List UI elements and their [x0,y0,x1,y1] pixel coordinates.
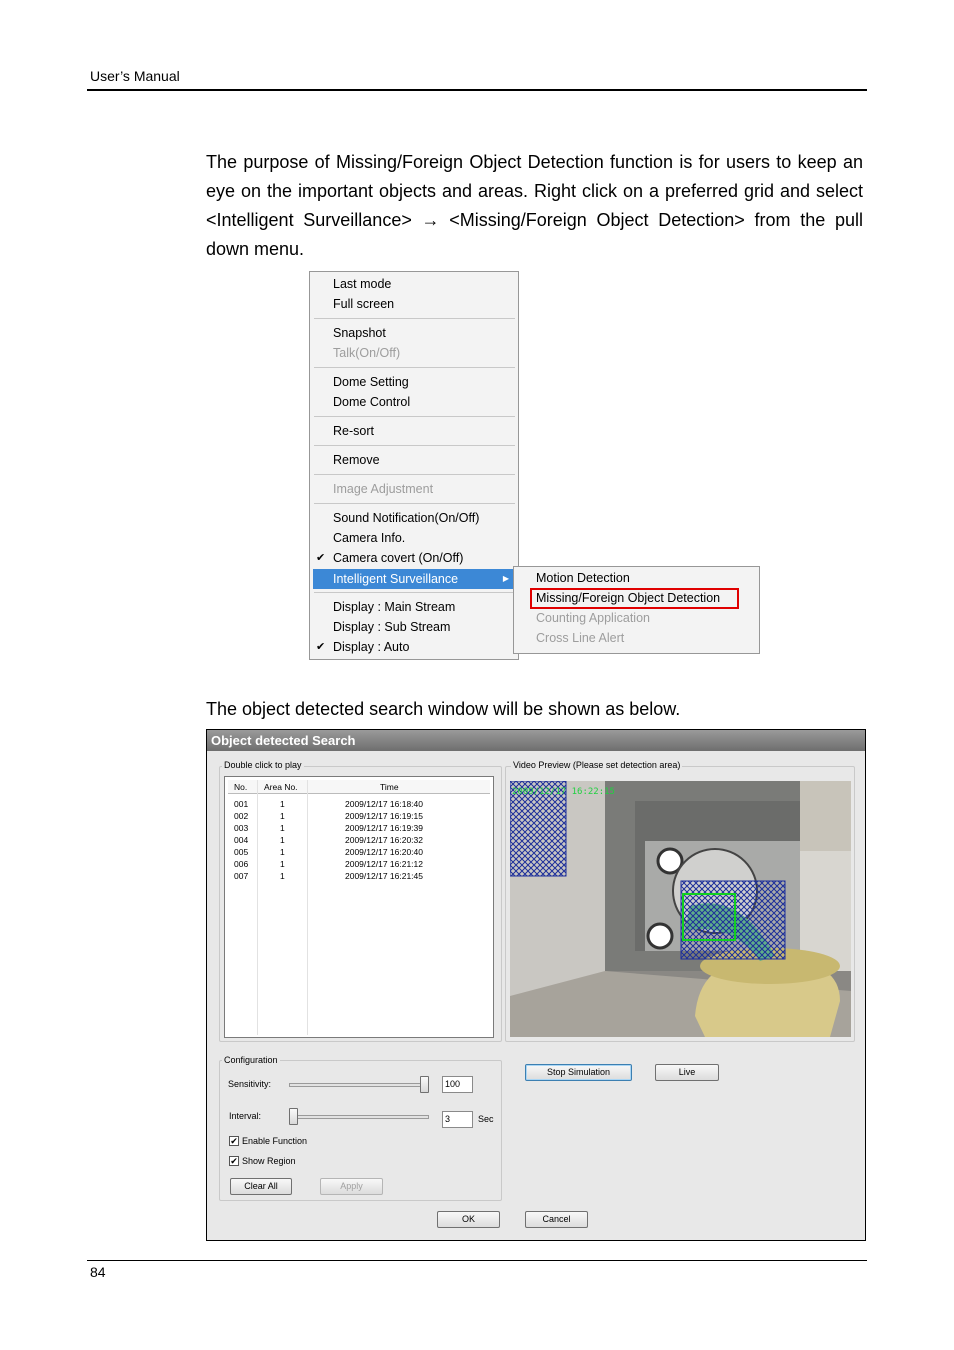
column-header-no[interactable]: No. [234,782,248,792]
sensitivity-label: Sensitivity: [228,1079,272,1089]
row-area-cell[interactable]: 1 [280,835,285,845]
object-detected-search-dialog [206,729,866,1241]
menu-item-label: Full screen [333,297,395,311]
menu-item-sound-notification[interactable] [310,508,518,528]
context-menu [309,271,519,660]
submenu-arrow-icon: ▶ [502,574,509,583]
interval-input[interactable]: 3 [442,1111,473,1128]
header-title: User’s Manual [90,68,180,84]
submenu-item-label: Cross Line Alert [536,631,625,645]
menu-item-label: Display : Auto [333,640,410,654]
row-no-cell[interactable]: 001 [234,799,249,809]
apply-button: Apply [320,1178,383,1195]
menu-item-label: Image Adjustment [333,482,434,496]
video-preview[interactable] [510,781,851,1037]
row-time-cell[interactable]: 2009/12/17 16:20:32 [345,835,423,845]
enable-function-label: Enable Function [242,1136,308,1146]
show-region-checkbox[interactable]: ✔ [230,1156,238,1166]
row-area-cell[interactable]: 1 [280,799,285,809]
menu-item-re-sort[interactable] [310,421,518,441]
header-divider [87,89,867,91]
menu-item-label: Re-sort [333,424,374,438]
menu-separator [314,318,515,319]
intelligent-surveillance-submenu [513,566,760,654]
menu-item-camera-info[interactable] [310,528,518,548]
row-no-cell[interactable]: 007 [234,871,249,881]
row-time-cell[interactable]: 2009/12/17 16:21:45 [345,871,423,881]
menu-separator [314,445,515,446]
menu-separator [314,367,515,368]
interval-unit: Sec [478,1114,494,1124]
menu-item-label: Talk(On/Off) [333,346,401,360]
intro-paragraph: The purpose of Missing/Foreign Object Detection function is for users to keep an eye on the important objects and areas. Right click on a preferred grid and select <Intelligent Surveillance> → <Missing/Foreign Object Detection> from the pull down menu. [206,152,863,259]
submenu-item-counting-application [514,608,759,628]
row-area-cell[interactable]: 1 [280,859,285,869]
column-divider [257,780,258,1035]
menu-item-label: Dome Control [333,395,411,409]
menu-separator [314,474,515,475]
row-area-cell[interactable]: 1 [280,871,285,881]
row-area-cell[interactable]: 1 [280,823,285,833]
live-button[interactable]: Live [655,1064,719,1081]
checkmark-icon: ✔ [316,552,326,564]
row-no-cell[interactable]: 003 [234,823,249,833]
result-list[interactable] [224,776,494,1038]
menu-item-display-sub-stream[interactable] [310,617,518,637]
menu-item-dome-setting[interactable] [310,372,518,392]
menu-item-label: Display : Sub Stream [333,620,451,634]
highlight-box [530,588,739,609]
clear-all-button[interactable]: Clear All [230,1178,292,1195]
menu-item-snapshot[interactable] [310,323,518,343]
menu-item-label: Dome Setting [333,375,409,389]
interval-slider-track[interactable] [289,1115,429,1119]
menu-item-intelligent-surveillance[interactable] [313,569,515,589]
row-time-cell[interactable]: 2009/12/17 16:19:15 [345,811,423,821]
menu-item-label: Snapshot [333,326,386,340]
menu-item-label: Last mode [333,277,392,291]
menu-item-label: Camera covert (On/Off) [333,551,464,565]
row-no-cell[interactable]: 004 [234,835,249,845]
result-list-group-label: Double click to play [224,760,302,770]
configuration-group-label: Configuration [224,1055,278,1065]
submenu-item-cross-line-alert [514,628,759,648]
caption: The object detected search window will be shown as below. [206,699,681,719]
menu-item-label: Sound Notification(On/Off) [333,511,480,525]
sensitivity-slider-thumb[interactable] [420,1076,429,1093]
sensitivity-slider-track[interactable] [289,1083,429,1087]
stop-simulation-button[interactable]: Stop Simulation [525,1064,632,1081]
submenu-item-label: Missing/Foreign Object Detection [536,591,721,605]
menu-separator [314,592,515,593]
interval-label: Interval: [229,1111,262,1121]
row-area-cell[interactable]: 1 [280,847,285,857]
menu-item-full-screen[interactable] [310,294,518,314]
column-divider [307,780,308,1035]
ok-button[interactable]: OK [437,1211,500,1228]
row-no-cell[interactable]: 005 [234,847,249,857]
enable-function-checkbox[interactable]: ✔ [230,1136,238,1146]
checkmark-icon: ✔ [316,641,326,653]
menu-item-last-mode[interactable] [310,274,518,294]
show-region-label: Show Region [242,1156,296,1166]
submenu-item-label: Motion Detection [536,571,630,585]
row-no-cell[interactable]: 002 [234,811,249,821]
dialog-title: Object detected Search [207,730,865,751]
cancel-button[interactable]: Cancel [525,1211,588,1228]
preview-timestamp: 2009/12/17 16:22:15 [512,787,615,797]
menu-item-display-main-stream[interactable] [310,597,518,617]
row-time-cell[interactable]: 2009/12/17 16:21:12 [345,859,423,869]
row-time-cell[interactable]: 2009/12/17 16:20:40 [345,847,423,857]
menu-separator [314,503,515,504]
result-list-header [228,780,490,794]
row-time-cell[interactable]: 2009/12/17 16:18:40 [345,799,423,809]
row-area-cell[interactable]: 1 [280,811,285,821]
submenu-item-motion-detection[interactable] [514,568,759,588]
menu-item-image-adjustment [310,479,518,499]
column-header-area-no[interactable]: Area No. [264,782,298,792]
menu-item-camera-covert[interactable] [310,548,518,568]
submenu-item-label: Counting Application [536,611,650,625]
menu-item-remove[interactable] [310,450,518,470]
column-header-time[interactable]: Time [380,782,399,792]
video-preview-group-label: Video Preview (Please set detection area) [513,760,681,770]
menu-separator [314,416,515,417]
sensitivity-input[interactable]: 100 [442,1076,473,1093]
menu-item-label: Display : Main Stream [333,600,456,614]
row-time-cell[interactable]: 2009/12/17 16:19:39 [345,823,423,833]
footer-divider [87,1260,867,1261]
page-number: 84 [90,1264,106,1280]
interval-slider-thumb[interactable] [289,1108,298,1125]
camera-frame-image [510,781,851,1037]
menu-item-dome-control[interactable] [310,392,518,412]
menu-item-label: Intelligent Surveillance [333,572,459,586]
menu-item-display-auto[interactable] [310,637,518,657]
menu-item-label: Remove [333,453,380,467]
row-no-cell[interactable]: 006 [234,859,249,869]
menu-item-talk [310,343,518,363]
menu-item-label: Camera Info. [333,531,406,545]
